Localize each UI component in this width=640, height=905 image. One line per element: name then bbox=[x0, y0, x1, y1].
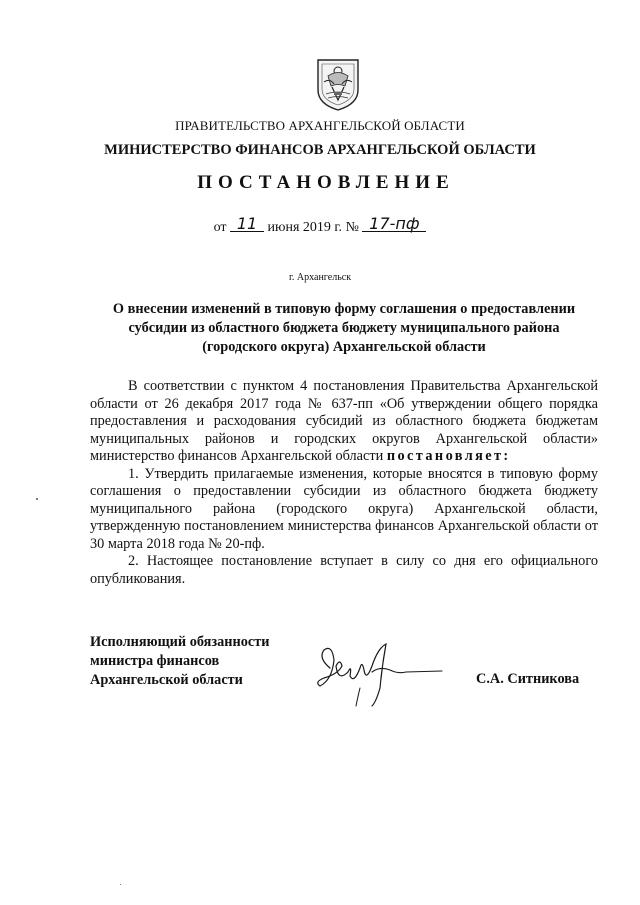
item-2-paragraph: 2. Настоящее постановление вступает в силу со дня его официального опубликования. bbox=[90, 553, 598, 587]
document-type-title: ПОСТАНОВЛЕНИЕ bbox=[197, 172, 455, 193]
coat-of-arms-icon bbox=[314, 56, 362, 112]
document-body bbox=[90, 378, 598, 588]
document-subject: О внесении изменений в типовую форму соглашения о предоставлении субсидии из областного бюджета бюджету муниципального района (городского округа) Архангельской области bbox=[112, 301, 576, 355]
preamble-paragraph bbox=[90, 378, 598, 466]
scan-speck bbox=[120, 884, 121, 885]
city-label: г. Архангельск bbox=[288, 272, 352, 283]
handwritten-day: 11 bbox=[230, 217, 264, 232]
date-prefix: от bbox=[213, 220, 227, 235]
date-month-year: июня 2019 г. bbox=[267, 220, 343, 235]
signer-name: С.А. Ситникова bbox=[476, 671, 580, 687]
handwritten-signature bbox=[310, 636, 450, 710]
signer-position bbox=[90, 633, 270, 690]
dateline bbox=[0, 214, 640, 236]
signer-position-line: Исполняющий обязанности bbox=[90, 634, 270, 650]
decrees-word: постановляет: bbox=[386, 448, 511, 464]
signer-position-line: Архангельской области bbox=[90, 672, 243, 688]
handwritten-number: 17-пф bbox=[362, 217, 426, 232]
number-sign: № bbox=[345, 220, 359, 235]
ministry-title: МИНИСТЕРСТВО ФИНАНСОВ АРХАНГЕЛЬСКОЙ ОБЛАСТИ bbox=[104, 142, 536, 158]
government-title: ПРАВИТЕЛЬСТВО АРХАНГЕЛЬСКОЙ ОБЛАСТИ bbox=[175, 118, 465, 133]
preamble-text: В соответствии с пунктом 4 постановления Правительства Архангельской области от 26 декабря 2017 года № 637-пп «Об утверждении общего порядка предоставления и расходования субсидий из областного бюджета бюджетам муниципальных районов и городских округов Архангельской области» министерство финансов Архангельской области bbox=[90, 378, 598, 464]
scan-speck bbox=[36, 498, 38, 500]
signer-position-line: министра финансов bbox=[90, 653, 220, 669]
item-1-paragraph: 1. Утвердить прилагаемые изменения, которые вносятся в типовую форму соглашения о предоставлении субсидии из областного бюджета бюджету муниципального района (городского округа) Архангельской области, утвержденную постановлением министерства финансов Архангельской области от 30 марта 2018 года № 20-пф. bbox=[90, 465, 598, 552]
